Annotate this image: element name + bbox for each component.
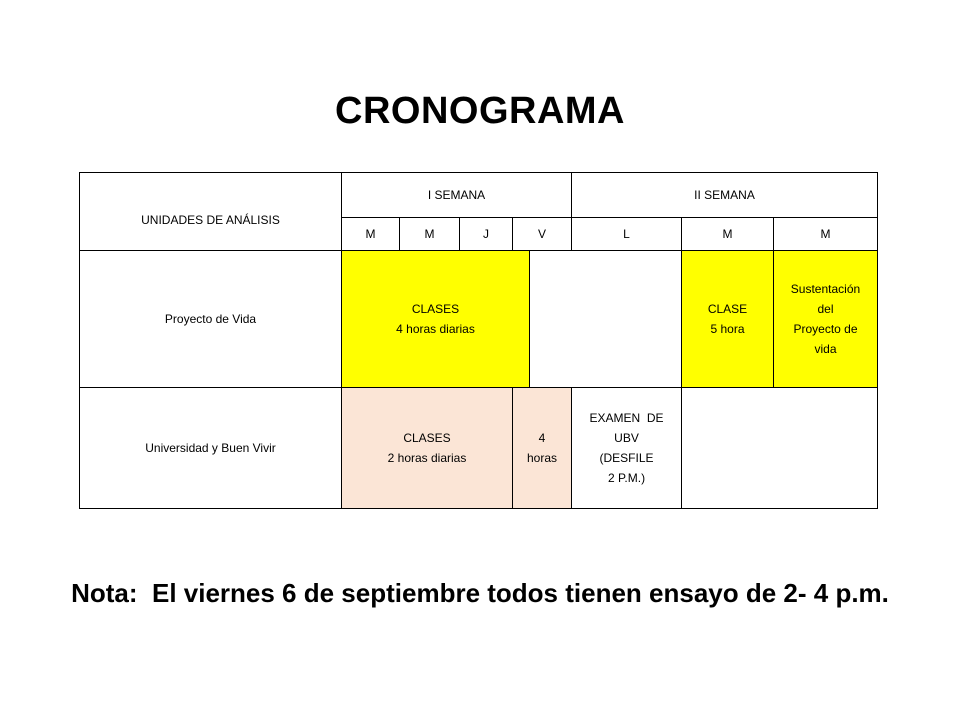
day-cell: L xyxy=(572,218,682,251)
exam-block xyxy=(572,388,682,509)
units-header: UNIDADES DE ANÁLISIS xyxy=(141,212,280,227)
classes-block xyxy=(342,388,513,509)
clase-label: CLASE xyxy=(707,302,748,316)
exam-line: 2 P.M.) xyxy=(607,471,646,485)
classes-hours: 4 horas diarias xyxy=(396,322,475,336)
day-cell: M xyxy=(400,218,460,251)
unit-label: Proyecto de Vida xyxy=(80,251,342,388)
exam-line: (DESFILE xyxy=(599,451,654,465)
clase-block xyxy=(682,251,774,388)
unit-label: Universidad y Buen Vivir xyxy=(80,388,342,509)
sustentacion-block xyxy=(774,251,878,388)
hours-number: 4 xyxy=(538,431,546,445)
empty-cell xyxy=(530,251,682,388)
clase-hours: 5 hora xyxy=(710,322,745,336)
exam-line: UBV xyxy=(614,431,639,445)
note-text: Nota: El viernes 6 de septiembre todos tienen ensayo de 2- 4 p.m. xyxy=(71,578,889,608)
empty-cell xyxy=(682,388,878,509)
sustentacion-line: Proyecto de xyxy=(793,322,858,336)
day-cell: V xyxy=(513,218,572,251)
sustentacion-line: vida xyxy=(814,342,837,356)
classes-hours: 2 horas diarias xyxy=(387,451,467,465)
day-cell: M xyxy=(342,218,400,251)
classes-label: CLASES xyxy=(403,431,451,445)
sustentacion-line: Sustentación xyxy=(790,282,861,296)
hours-block xyxy=(513,388,572,509)
week1-header: I SEMANA xyxy=(342,173,572,218)
page-title: CRONOGRAMA xyxy=(335,90,625,132)
day-cell: J xyxy=(460,218,513,251)
day-cell: M xyxy=(774,218,878,251)
schedule-table xyxy=(79,172,878,509)
week2-header: II SEMANA xyxy=(572,173,878,218)
exam-line: EXAMEN DE xyxy=(589,411,664,425)
hours-unit: horas xyxy=(526,451,558,465)
classes-block xyxy=(342,251,530,388)
classes-label: CLASES xyxy=(411,302,460,316)
units-header-cell xyxy=(80,173,342,251)
day-cell: M xyxy=(682,218,774,251)
sustentacion-line: del xyxy=(817,302,834,316)
